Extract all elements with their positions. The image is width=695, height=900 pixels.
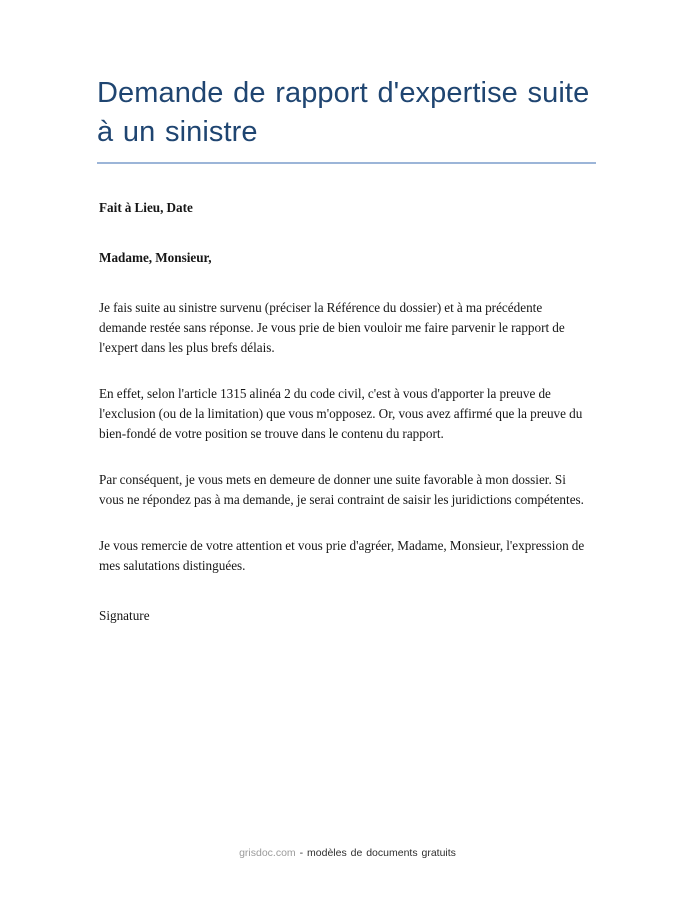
footer-separator: - [295, 847, 308, 859]
title-block [97, 74, 597, 164]
page-title: Demande de rapport d'expertise suite à un sinistre [97, 77, 590, 148]
paragraph-request: Je fais suite au sinistre survenu (préciser la Référence du dossier) et à ma précédente demande restée sans réponse. Je vous prie de bien vouloir me faire parvenir le rapport de l'expert dans les plus brefs délais. [99, 300, 565, 355]
salutation: Madame, Monsieur, [99, 250, 212, 265]
signature-label: Signature [99, 608, 150, 623]
paragraph-formal-notice: Par conséquent, je vous mets en demeure de donner une suite favorable à mon dossier. Si vous ne répondez pas à ma demande, je serai contraint de saisir les juridictions compétentes. [99, 472, 584, 507]
page-footer [0, 846, 695, 860]
paragraph-closing: Je vous remercie de votre attention et vous prie d'agréer, Madame, Monsieur, l'expression de mes salutations distinguées. [99, 538, 585, 573]
place-and-date: Fait à Lieu, Date [99, 200, 193, 215]
title-divider [97, 162, 596, 164]
letter-body [99, 198, 589, 647]
paragraph-legal-basis: En effet, selon l'article 1315 alinéa 2 du code civil, c'est à vous d'apporter la preuve de l'exclusion (ou de la limitation) que vous m'opposez. Or, vous avez affirmé que la preuve du bien-fondé de votre position se trouve dans le contenu du rapport. [99, 386, 583, 441]
footer-tagline: modèles de documents gratuits [307, 847, 456, 859]
footer-site-name: grisdoc.com [239, 847, 296, 859]
